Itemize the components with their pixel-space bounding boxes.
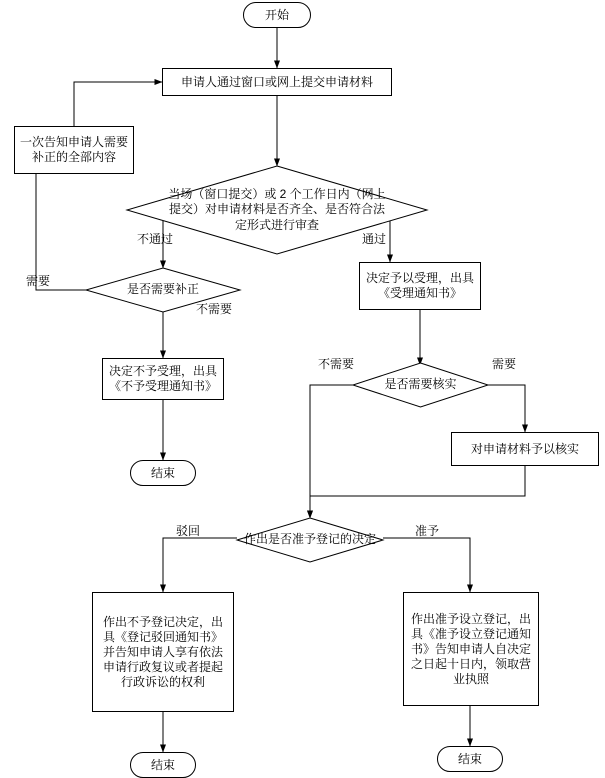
node-notify-once: [14, 126, 134, 174]
edge-label-decision-approve: 准予: [415, 524, 440, 538]
node-end-refuse-acceptance: [130, 460, 196, 486]
node-need-verification: [353, 363, 488, 407]
node-start: [243, 2, 311, 28]
node-approve-registration: [403, 592, 539, 706]
node-approve-registration-label: 作出准予设立登记，出具《准予设立登记通知书》告知申请人自决定之日起十日内，领取营业执照: [410, 611, 531, 686]
edge-label-decision-reject: 驳回: [176, 524, 201, 538]
edge-label-verify-no: 不需要: [318, 357, 355, 371]
node-need-verification-label: 是否需要核实: [384, 377, 457, 392]
node-end-refuse-acceptance-label: 结束: [150, 465, 175, 480]
node-accept-case-label: 决定予以受理，出具《受理通知书》: [365, 271, 474, 300]
node-start-label: 开始: [264, 7, 289, 22]
node-reject-registration-label: 作出不予登记决定，出具《登记驳回通知书》并告知申请人享有依法申请行政复议或者提起行政诉讼的权利: [102, 614, 223, 689]
edge-label-verify-yes: 需要: [492, 357, 517, 371]
edge-label-need-correction-yes: 需要: [26, 274, 51, 288]
node-verify-materials-label: 对申请材料予以核实: [470, 441, 579, 456]
node-accept-case: [359, 262, 481, 310]
node-refuse-acceptance: [102, 358, 224, 400]
edge-label-need-correction-no: 不需要: [196, 302, 233, 316]
node-refuse-acceptance-label: 决定不予受理，出具《不予受理通知书》: [108, 364, 217, 393]
edge-label-review-fail: 不通过: [137, 232, 174, 246]
node-registration-decision: [237, 518, 383, 562]
node-notify-once-label: 一次告知申请人需要补正的全部内容: [19, 135, 128, 164]
node-end-reject: [130, 752, 196, 778]
node-end-reject-label: 结束: [150, 757, 175, 772]
node-verify-materials: [451, 432, 599, 466]
node-formal-review-label: 当场（窗口提交）或 2 个工作日内（网上提交）对申请材料是否齐全、是否符合法定形式进行审查: [168, 186, 386, 232]
edge-label-review-pass: 通过: [362, 232, 387, 246]
node-registration-decision-label: 作出是否准予登记的决定: [243, 532, 376, 547]
node-submit-materials: [162, 68, 392, 96]
node-end-approve: [437, 746, 503, 772]
node-reject-registration: [92, 592, 234, 712]
node-end-approve-label: 结束: [457, 751, 482, 766]
node-need-correction-label: 是否需要补正: [126, 282, 199, 297]
node-submit-materials-label: 申请人通过窗口或网上提交申请材料: [180, 74, 373, 89]
